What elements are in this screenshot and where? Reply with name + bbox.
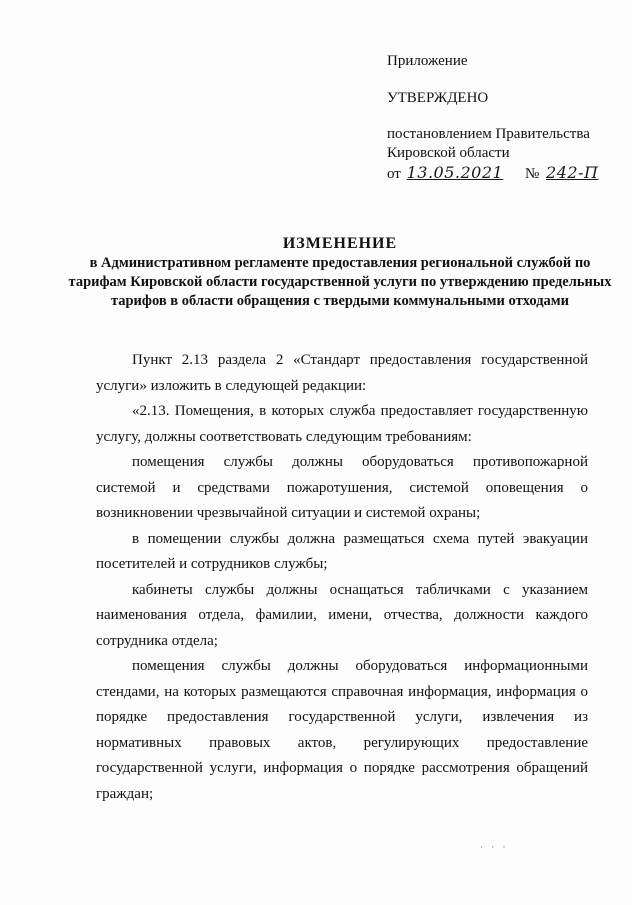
paragraph: помещения службы должны оборудоваться информационными стендами, на которых размещаются справочная информация, информация о порядке предоставления государственной услуги, извлечения из нормативных правовых актов, регулирующих предоставление государственной услуги, информация о порядке рассмотрения обращений граждан; — [96, 658, 588, 802]
paragraph: кабинеты службы должны оснащаться табличками с указанием наименования отдела, фамилии, имени, отчества, должности каждого сотрудника отдела; — [96, 581, 588, 649]
appendix-label: Приложение — [387, 53, 468, 69]
date-number-line — [387, 163, 598, 184]
paragraph: Пункт 2.13 раздела 2 «Стандарт предоставления государственной услуги» изложить в следующей редакции: — [96, 352, 588, 394]
handwritten-date: 13.05.2021 — [406, 163, 504, 182]
document-body — [96, 348, 588, 807]
paragraph: в помещении службы должна размещаться схема путей эвакуации посетителей и сотрудников службы; — [96, 530, 588, 572]
paragraph: помещения службы должны оборудоваться противопожарной системой и средствами пожаротушения, системой оповещения о возникновении чрезвычайной ситуации и системой охраны; — [96, 454, 588, 521]
decree-line: постановлением Правительства — [387, 126, 590, 142]
handwritten-number: 242-П — [546, 163, 599, 182]
number-prefix: № — [524, 166, 540, 182]
paragraph: «2.13. Помещения, в которых служба предоставляет государственную услугу, должны соответствовать следующим требованиям: — [96, 403, 588, 445]
approved-stamp-text: УТВЕРЖДЕНО — [387, 90, 489, 106]
document-heading — [60, 234, 620, 311]
document-title: ИЗМЕНЕНИЕ — [282, 235, 398, 252]
scan-specks: · · · — [480, 842, 509, 852]
region-line: Кировской области — [387, 145, 510, 161]
date-prefix: от — [387, 166, 401, 182]
document-subtitle: в Административном регламенте предоставления региональной службой по тарифам Кировской области государственной услуги по утверждению предельных тарифов в области обращения с твердыми коммунальными отходами — [68, 255, 612, 309]
